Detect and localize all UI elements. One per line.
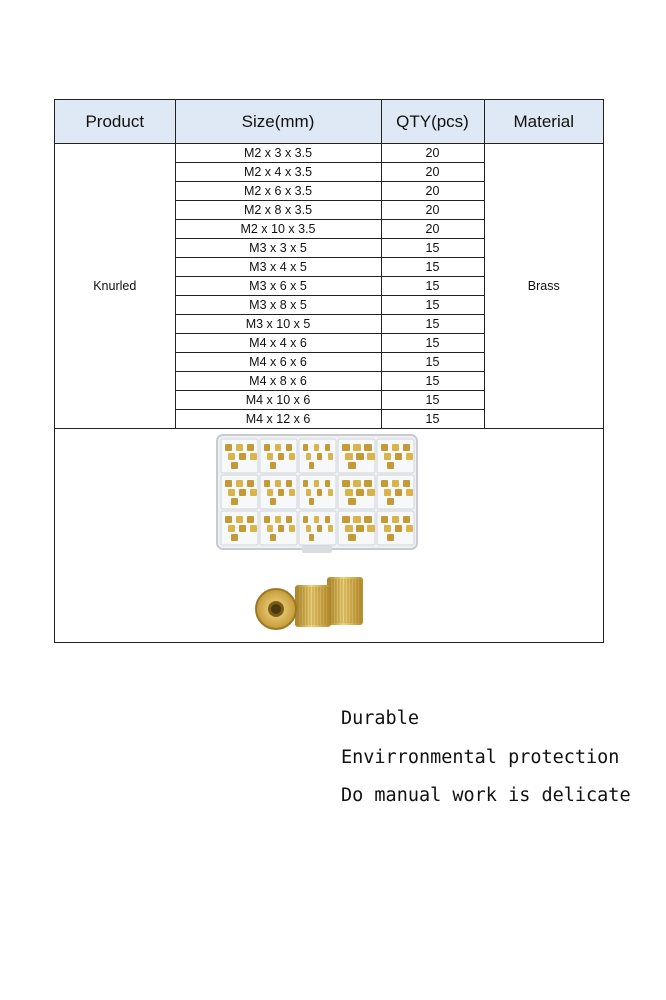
qty-cell: 15 — [381, 334, 484, 353]
spec-sheet — [54, 99, 604, 643]
size-cell: M2 x 10 x 3.5 — [175, 220, 381, 239]
feature-item: Do manual work is delicate — [341, 785, 631, 806]
size-cell: M4 x 10 x 6 — [175, 391, 381, 410]
size-cell: M2 x 4 x 3.5 — [175, 163, 381, 182]
header-row — [55, 100, 603, 144]
qty-cell: 20 — [381, 144, 484, 163]
large-inserts — [256, 577, 363, 629]
material-cell: Brass — [484, 144, 603, 429]
qty-cell: 15 — [381, 277, 484, 296]
size-cell: M2 x 8 x 3.5 — [175, 201, 381, 220]
size-cell: M3 x 3 x 5 — [175, 239, 381, 258]
qty-cell: 15 — [381, 239, 484, 258]
size-cell: M3 x 4 x 5 — [175, 258, 381, 277]
product-photo — [55, 427, 603, 642]
header-product: Product — [55, 100, 175, 144]
qty-cell: 15 — [381, 315, 484, 334]
size-cell: M4 x 8 x 6 — [175, 372, 381, 391]
qty-cell: 15 — [381, 258, 484, 277]
table-row — [55, 144, 603, 163]
size-cell: M3 x 8 x 5 — [175, 296, 381, 315]
header-material: Material — [484, 100, 603, 144]
header-size: Size(mm) — [175, 100, 381, 144]
feature-list — [341, 708, 631, 824]
qty-cell: 15 — [381, 410, 484, 429]
size-cell: M4 x 4 x 6 — [175, 334, 381, 353]
size-cell: M3 x 6 x 5 — [175, 277, 381, 296]
qty-cell: 15 — [381, 353, 484, 372]
qty-cell: 15 — [381, 372, 484, 391]
qty-cell: 20 — [381, 182, 484, 201]
feature-item: Envirronmental protection — [341, 746, 620, 768]
qty-cell: 20 — [381, 163, 484, 182]
size-cell: M4 x 12 x 6 — [175, 410, 381, 429]
feature-item: Durable — [341, 708, 419, 729]
storage-box — [217, 435, 417, 553]
qty-cell: 15 — [381, 296, 484, 315]
header-qty: QTY(pcs) — [381, 100, 484, 144]
size-cell: M2 x 6 x 3.5 — [175, 182, 381, 201]
size-cell: M3 x 10 x 5 — [175, 315, 381, 334]
product-cell: Knurled — [55, 144, 175, 429]
qty-cell: 20 — [381, 201, 484, 220]
qty-cell: 15 — [381, 391, 484, 410]
size-cell: M2 x 3 x 3.5 — [175, 144, 381, 163]
insert-kit-image — [55, 427, 603, 642]
spec-table — [55, 100, 603, 429]
qty-cell: 20 — [381, 220, 484, 239]
size-cell: M4 x 6 x 6 — [175, 353, 381, 372]
